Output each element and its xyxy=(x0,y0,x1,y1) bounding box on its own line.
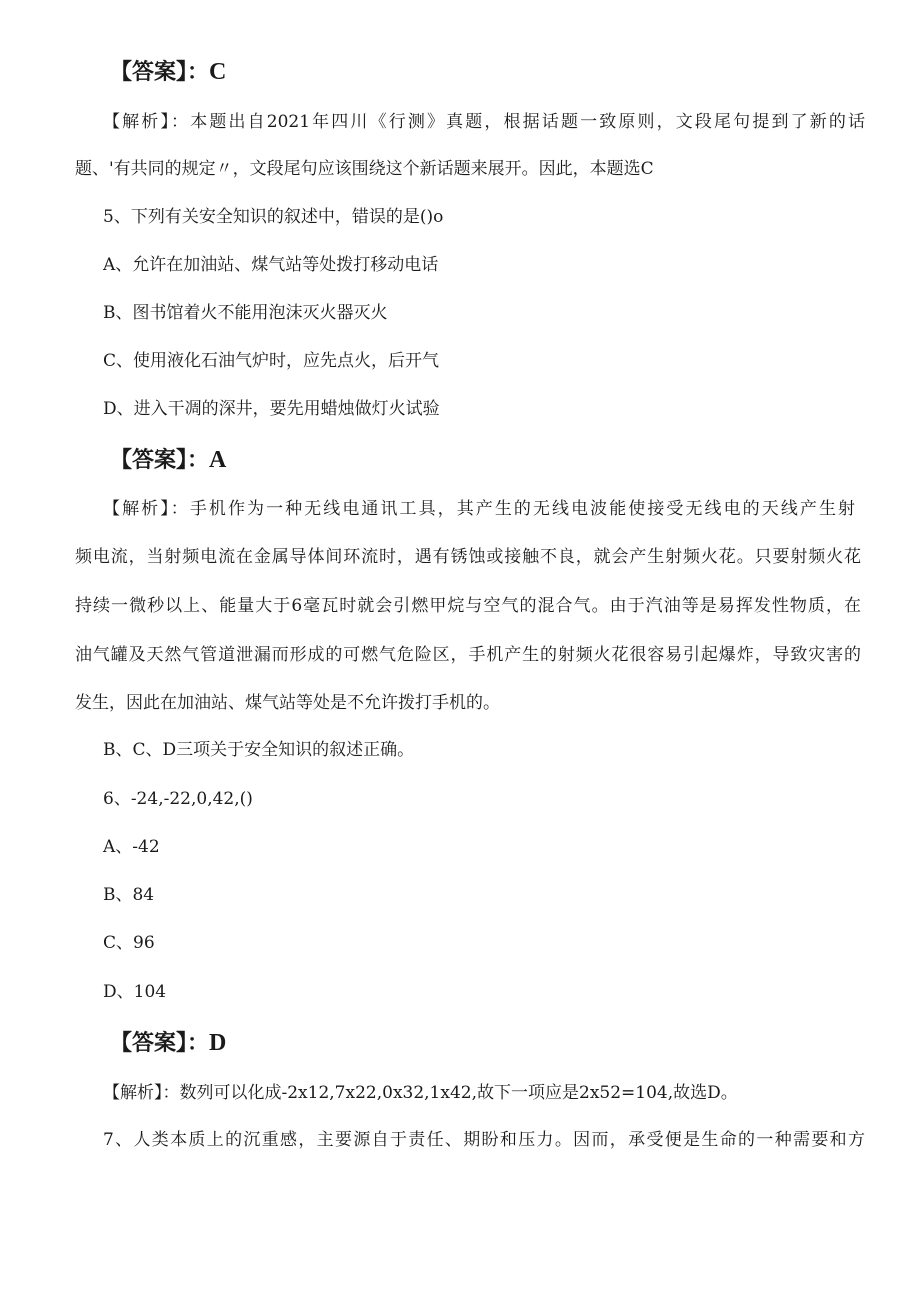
q6-option-a: A、-42 xyxy=(103,837,160,857)
q6-option-c: C、96 xyxy=(103,933,155,953)
q6-option-d: D、104 xyxy=(103,982,167,1002)
q5-analysis-text1: 手机作为一种无线电通讯工具，其产生的无线电波能使接受无线电的天线产生射 xyxy=(189,499,856,519)
q4-answer-letter: C xyxy=(209,59,227,85)
q5-analysis-line3: 持续一微秒以上、能量大于6毫瓦时就会引燃甲烷与空气的混合气。由于汽油等是易挥发性物质，在 xyxy=(75,596,861,616)
q5-extra: B、C、D三项关于安全知识的叙述正确。 xyxy=(103,740,415,760)
q5-analysis-line2: 频电流，当射频电流在金属导体间环流时，遇有锈蚀或接触不良，就会产生射频火花。只要射频火花 xyxy=(75,547,861,567)
q5-stem: 5、下列有关安全知识的叙述中，错误的是()o xyxy=(103,207,444,227)
q5-answer-prefix: 【答案】： xyxy=(110,448,210,473)
q6-analysis-text: 数列可以化成-2x12,7x22,0x32,1x42,故下一项应是2x52=104,故选D。 xyxy=(179,1083,738,1103)
q5-answer xyxy=(110,446,226,475)
q5-analysis-label: 【解析】： xyxy=(103,499,190,519)
q4-analysis-text1: 本题出自2021年四川《行测》真题，根据话题一致原则，文段尾句提到了新的话 xyxy=(190,112,866,132)
q6-analysis-label: 【解析】： xyxy=(103,1083,180,1103)
q4-answer-prefix: 【答案】： xyxy=(110,60,210,85)
q5-answer-letter: A xyxy=(209,447,227,473)
q7-stem: 7、人类本质上的沉重感，主要源自于责任、期盼和压力。因而，承受便是生命的一种需要和方 xyxy=(103,1130,865,1150)
q6-stem: 6、-24,-22,0,42,() xyxy=(103,789,253,809)
q6-answer-prefix: 【答案】： xyxy=(110,1031,210,1056)
q4-analysis-label: 【解析】： xyxy=(103,112,191,132)
q6-analysis xyxy=(103,1081,738,1105)
q6-option-b: B、84 xyxy=(103,885,155,905)
q5-option-a: A、允许在加油站、煤气站等处拨打移动电话 xyxy=(103,255,439,275)
q5-option-c: C、使用液化石油气炉时，应先点火，后开气 xyxy=(103,351,440,371)
q4-analysis-line2: 题、'有共同的规定〃，文段尾句应该围绕这个新话题来展开。因此，本题选C xyxy=(75,159,654,179)
q5-analysis-line4: 油气罐及天然气管道泄漏而形成的可燃气危险区，手机产生的射频火花很容易引起爆炸，导致灾害的 xyxy=(75,645,861,665)
q5-analysis-line5: 发生，因此在加油站、煤气站等处是不允许拨打手机的。 xyxy=(75,693,500,713)
q5-option-d: D、进入干凋的深井，要先用蜡烛做灯火试验 xyxy=(103,399,440,419)
q5-option-b: B、图书馆着火不能用泡沫灭火器灭火 xyxy=(103,303,388,323)
q4-analysis-line1 xyxy=(103,110,865,134)
q6-answer-letter: D xyxy=(209,1030,227,1056)
q4-answer xyxy=(110,58,226,87)
q5-analysis-line1 xyxy=(103,497,855,521)
q6-answer xyxy=(110,1029,226,1058)
